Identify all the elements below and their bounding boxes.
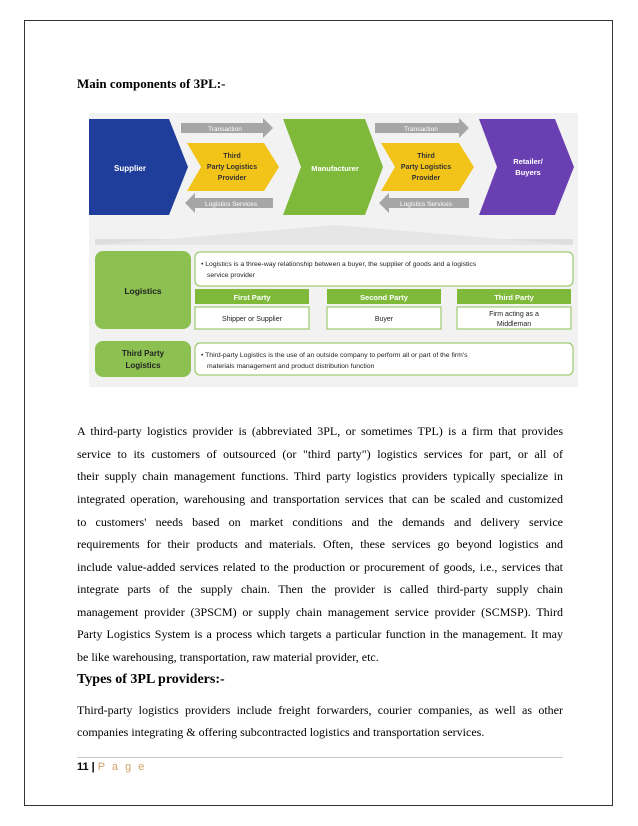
paragraph-line: service to its customers of outsourced (or "third party") logistics services for part, or all of bbox=[77, 447, 563, 461]
third-party-label: Third Party bbox=[494, 293, 534, 302]
services-label-right: Logistics Services bbox=[399, 201, 453, 208]
tpl-right-line2: Party Logistics bbox=[400, 164, 452, 171]
transaction-label-right: Transaction bbox=[404, 126, 438, 133]
paragraph-line: management provider (3PSCM) or supply chain management service provider (SCMSP). Third bbox=[77, 605, 563, 619]
paragraph-line: include value-added services related to the production or procurement of goods, i.e., services that bbox=[77, 560, 563, 574]
paragraph-line: their supply chain management functions. Third party logistics providers typically specialize in bbox=[77, 469, 563, 483]
tpl-right-line3: Provider bbox=[411, 175, 441, 182]
tpl-left-line2: Party Logistics bbox=[206, 164, 258, 171]
paragraph-line: Party Logistics System is a process which targets a particular function in the management. It may bbox=[77, 627, 563, 641]
page-word: P a g e bbox=[97, 761, 147, 773]
first-party-label: First Party bbox=[233, 293, 271, 302]
tpl-right-line1: Third bbox=[417, 153, 435, 160]
logistics-note-line1: • Logistics is a three-way relationship between a buyer, the supplier of goods and a logistics bbox=[201, 261, 477, 268]
footer-separator: | bbox=[91, 761, 95, 773]
retailer-block bbox=[479, 119, 574, 215]
3pl-components-diagram bbox=[89, 113, 578, 387]
logistics-label: Logistics bbox=[124, 286, 162, 296]
paragraph-line: be like warehousing, transportation, raw material provider, etc. bbox=[77, 650, 379, 664]
tpl-note-box bbox=[195, 343, 573, 375]
tpl-note-line1: • Third-party Logistics is the use of an outside company to perform all or part of the firm's bbox=[201, 352, 468, 359]
paragraph-line: to customers' needs based on market conditions and the demands and delivery service bbox=[77, 515, 563, 529]
page-number: 11 bbox=[77, 761, 89, 773]
retailer-line2: Buyers bbox=[515, 168, 541, 177]
services-label-left: Logistics Services bbox=[204, 201, 258, 208]
section-heading-main-components: Main components of 3PL:- bbox=[77, 76, 226, 91]
paragraph-line: Third-party logistics providers include freight forwarders, courier companies, as well as other bbox=[77, 703, 563, 717]
first-party-value: Shipper or Supplier bbox=[222, 316, 282, 323]
tpl-box bbox=[95, 341, 191, 377]
page-footer bbox=[77, 761, 146, 773]
third-party-value-line2: Middleman bbox=[496, 321, 532, 328]
paragraph-line: requirements for their products and materials. Often, these services go beyond logistics and bbox=[77, 537, 563, 551]
tpl-note-line2: materials management and product distribution function bbox=[207, 363, 375, 370]
tpl-left-line1: Third bbox=[223, 153, 241, 160]
tpl-label-line2: Logistics bbox=[125, 361, 161, 370]
tpl-left-line3: Provider bbox=[217, 175, 247, 182]
manufacturer-label: Manufacturer bbox=[311, 164, 359, 173]
section-heading-types: Types of 3PL providers:- bbox=[77, 672, 225, 687]
connector-wedge-peak bbox=[95, 225, 573, 245]
tpl-label-line1: Third Party bbox=[121, 349, 165, 358]
logistics-note-line2: service provider bbox=[207, 272, 255, 279]
paragraph-line: companies integrating & offering subcontracted logistics and transportation services. bbox=[77, 725, 485, 739]
retailer-line1: Retailer/ bbox=[513, 157, 543, 166]
transaction-label-left: Transaction bbox=[208, 126, 242, 133]
supplier-label: Supplier bbox=[113, 164, 147, 173]
footer-divider bbox=[77, 757, 563, 758]
paragraph-line: A third-party logistics provider is (abbreviated 3PL, or sometimes TPL) is a firm that provides bbox=[77, 424, 563, 438]
third-party-value-line1: Firm acting as a bbox=[489, 311, 539, 318]
second-party-label: Second Party bbox=[360, 293, 408, 302]
paragraph-line: integrate parts of the supply chain. Then the provider is called third-party supply chain bbox=[77, 582, 563, 596]
second-party-value: Buyer bbox=[374, 316, 394, 323]
paragraph-line: integrated operation, warehousing and transportation services that can be scaled and customized bbox=[77, 492, 563, 506]
logistics-note-box bbox=[195, 252, 573, 286]
